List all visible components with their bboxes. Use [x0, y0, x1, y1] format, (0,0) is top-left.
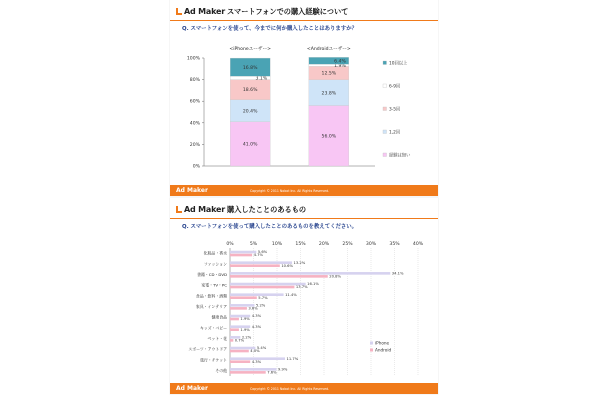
bar: [230, 360, 250, 363]
legend-swatch: [383, 61, 387, 65]
bar: [230, 283, 306, 286]
legend-swatch: [370, 342, 373, 345]
data-label: 41.0%: [242, 142, 258, 148]
data-label: 7.6%: [267, 370, 277, 375]
legend-label: 10回以上: [389, 61, 408, 67]
copyright-text: Copyright © 2011 Nobot Inc. All Rights Reserved.: [250, 188, 330, 193]
legend-label: 経験は無い: [389, 153, 411, 159]
data-label: 5.7%: [258, 295, 268, 300]
bar: [230, 272, 390, 275]
x-tick-label: 40%: [412, 242, 424, 247]
data-label: 56.0%: [321, 134, 337, 140]
data-label: 3.1%: [255, 76, 268, 82]
y-tick-label: 20%: [189, 142, 200, 148]
ad-maker-logo: Ad Maker: [176, 205, 225, 214]
category-label: ペット・花: [207, 335, 227, 341]
x-tick-label: 0%: [226, 242, 234, 247]
bar: [230, 254, 252, 257]
data-label: 5.4%: [256, 346, 267, 351]
category-label: 食品・飲料・酒類: [195, 293, 227, 299]
data-label: 4.7%: [253, 253, 263, 258]
category-label: <Androidユーザー>: [306, 47, 351, 52]
data-label: 4.0%: [250, 349, 260, 354]
bar: [230, 293, 284, 296]
bar: [230, 286, 294, 289]
data-label: 1.9%: [240, 327, 250, 332]
survey-question: Q. スマートフォンを使って、今までに何か購入したことはありますか？: [182, 26, 357, 32]
data-label: 12.5%: [321, 71, 337, 77]
data-label: 11.7%: [286, 356, 299, 361]
legend-swatch: [370, 349, 373, 352]
category-label: 化粧品・香水: [203, 250, 227, 256]
data-label: 1.9%: [240, 317, 250, 322]
legend-swatch: [383, 107, 387, 111]
data-label: 9.9%: [278, 367, 288, 372]
x-tick-label: 25%: [342, 242, 353, 247]
bar: [230, 264, 280, 267]
bar: [230, 328, 239, 331]
purchase-experience-slide: [170, 0, 438, 196]
category-label: ファッション: [203, 261, 227, 267]
data-label: 3.6%: [248, 306, 258, 311]
category-label: 家電・TV・PC: [201, 282, 227, 288]
data-label: 2.2%: [241, 335, 252, 340]
bar: [230, 371, 266, 374]
x-tick-label: 15%: [295, 242, 306, 247]
footer-logo: Ad Maker: [176, 187, 208, 194]
legend-label: Android: [375, 347, 392, 353]
category-label: 健康食品: [211, 314, 227, 320]
footer-logo: Ad Maker: [176, 385, 208, 392]
data-label: 13.2%: [293, 260, 306, 265]
bar: [230, 350, 249, 353]
data-label: 4.3%: [251, 324, 262, 329]
bar: [230, 251, 256, 254]
data-label: 20.4%: [242, 109, 258, 115]
x-tick-label: 5%: [249, 242, 258, 247]
data-label: 11.4%: [285, 292, 297, 297]
y-tick-label: 100%: [186, 56, 200, 62]
legend-label: 3-5回: [389, 107, 401, 113]
survey-question: Q. スマートフォンを使って購入したことのあるものを教えてください。: [182, 224, 358, 230]
data-label: 16.1%: [307, 282, 319, 287]
data-label: 5.2%: [255, 303, 266, 308]
data-label: 34.1%: [391, 271, 404, 276]
legend-label: 6-9回: [389, 84, 401, 90]
x-tick-label: 10%: [271, 242, 283, 247]
slide-title: スマートフォンでの購入経験について: [227, 7, 349, 16]
category-label: 旅行・チケット: [200, 357, 227, 363]
data-label: 10.6%: [281, 263, 294, 268]
slide-title: 購入したことのあるもの: [227, 205, 307, 214]
data-label: 4.3%: [251, 314, 262, 319]
x-tick-label: 35%: [389, 242, 400, 247]
legend-label: 1,2回: [389, 130, 401, 136]
category-label: <iPhoneユーザー>: [229, 47, 271, 52]
data-label: 20.8%: [329, 274, 341, 279]
slide-footer: [170, 185, 438, 196]
slide-footer: [170, 383, 438, 394]
purchased-items-slide: [170, 198, 438, 394]
bar: [230, 296, 257, 299]
y-tick-label: 60%: [189, 99, 200, 105]
x-tick-label: 20%: [318, 242, 330, 247]
data-label: 1.9%: [334, 63, 346, 69]
category-label: 家具・インテリア: [195, 303, 227, 309]
horizontal-bar-chart: [170, 198, 438, 394]
x-tick-label: 30%: [365, 242, 377, 247]
legend-label: iPhone: [375, 340, 390, 346]
copyright-text: Copyright © 2011 Nobot Inc. All Rights Reserved.: [250, 386, 330, 391]
category-label: その他: [215, 367, 227, 373]
data-label: 23.8%: [321, 91, 337, 97]
bar: [230, 318, 239, 321]
y-tick-label: 0%: [192, 164, 200, 170]
data-label: 0.7%: [234, 338, 245, 343]
data-label: 16.8%: [242, 65, 258, 71]
legend-swatch: [383, 153, 387, 157]
category-label: キッズ・ベビー: [200, 325, 227, 331]
data-label: 6.4%: [334, 59, 346, 65]
stacked-bar-chart: [170, 0, 438, 196]
y-tick-label: 40%: [189, 121, 200, 127]
bar: [230, 339, 233, 342]
data-label: 18.6%: [242, 88, 258, 94]
legend-swatch: [383, 84, 387, 88]
ad-maker-logo: Ad Maker: [176, 7, 225, 16]
category-label: スポーツ・アウトドア: [188, 346, 227, 352]
category-label: 書籍・CD・DVD: [197, 271, 227, 277]
y-tick-label: 80%: [189, 78, 200, 84]
bar: [230, 275, 328, 278]
legend-swatch: [383, 130, 387, 134]
bar: [230, 307, 247, 310]
data-label: 5.6%: [257, 250, 268, 255]
data-label: 4.3%: [251, 359, 262, 364]
data-label: 13.7%: [295, 285, 308, 290]
